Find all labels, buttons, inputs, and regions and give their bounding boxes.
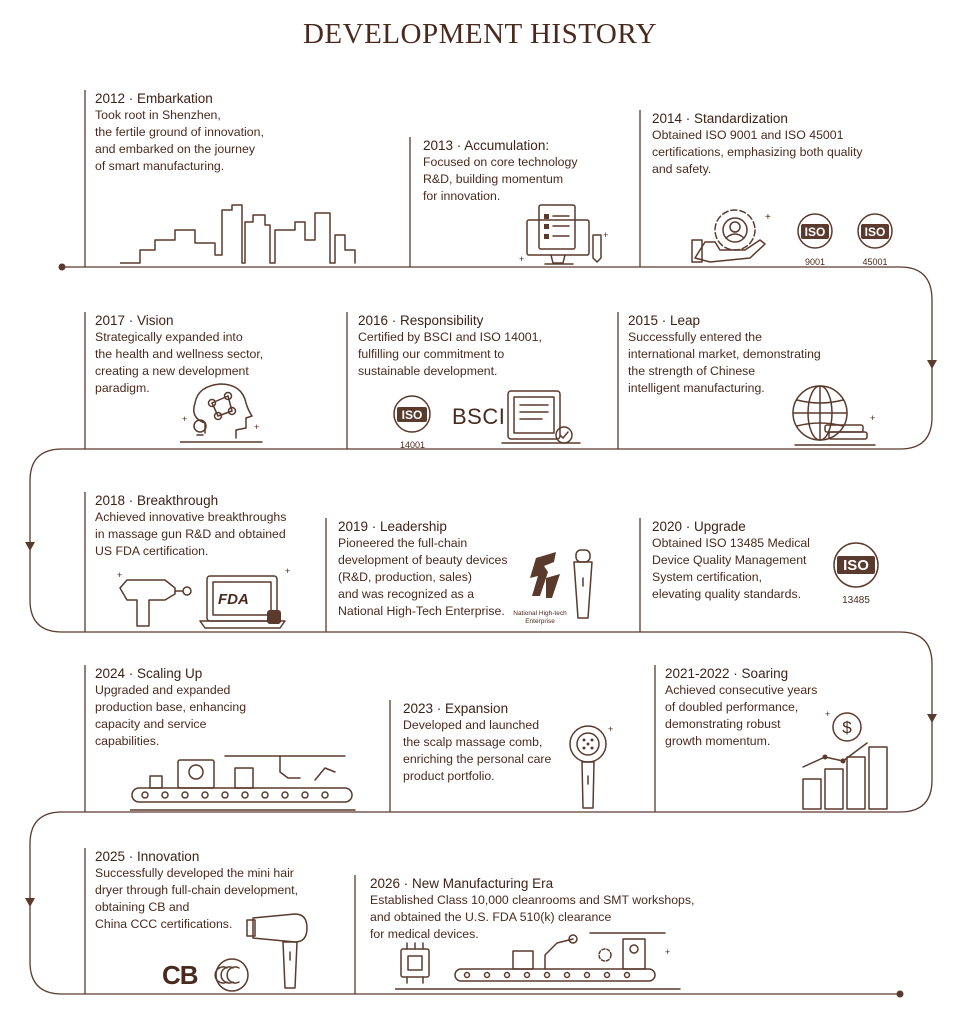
milestone-description: Obtained ISO 9001 and ISO 45001 certifications, emphasizing both quality and safety.: [652, 128, 863, 176]
milestone-title: 2014 · Standardization: [652, 111, 788, 126]
milestone-title: 2021-2022 · Soaring: [665, 666, 789, 681]
globe-books-icon: [785, 383, 885, 448]
checklist-monitor-icon: [515, 200, 615, 270]
factory-line-icon: [130, 750, 360, 812]
milestone-title: 2018 · Breakthrough: [95, 493, 219, 508]
milestone-description: Obtained ISO 13485 Medical Device Quality Management System certification, elevating quality standards.: [652, 536, 810, 601]
milestone-description: Achieved consecutive years of doubled performance, demonstrating robust growth momentum.: [665, 683, 818, 748]
svg-text:+: +: [825, 709, 831, 719]
massage-gun-fda-icon: [115, 568, 295, 632]
brain-network-icon: [180, 378, 270, 446]
svg-text:+: +: [254, 422, 260, 432]
milestone-title: 2024 · Scaling Up: [95, 666, 203, 681]
fda-logo: FDA: [218, 591, 249, 608]
svg-text:ISO: ISO: [843, 557, 869, 574]
milestone-title: 2025 · Innovation: [95, 849, 200, 864]
milestone-2012: [95, 90, 395, 175]
certificate-icon: [500, 383, 585, 448]
page-title: DEVELOPMENT HISTORY: [302, 18, 658, 50]
svg-text:+: +: [765, 212, 771, 223]
milestone-2024: [95, 665, 395, 750]
milestone-title: 2013 · Accumulation:: [423, 138, 550, 153]
milestone-2014: [652, 110, 952, 178]
milestone-description: Focused on core technology R&D, building momentum for innovation.: [423, 155, 578, 203]
svg-text:ISO: ISO: [401, 408, 423, 422]
iso-badge-number: 45001: [862, 257, 888, 267]
svg-text:+: +: [285, 568, 291, 576]
milestone-description: Certified by BSCI and ISO 14001, fulfilling our commitment to sustainable development.: [358, 330, 542, 378]
ccc-logo-icon: [214, 957, 250, 993]
milestone-description: Took root in Shenzhen, the fertile ground of innovation, and embarked on the journey of smart manufacturing.: [95, 108, 264, 173]
milestone-title: 2017 · Vision: [95, 313, 174, 328]
milestone-description: Successfully entered the international market, demonstrating the strength of Chinese intelligent manufacturing.: [628, 330, 821, 395]
svg-text:$: $: [842, 718, 852, 737]
milestone-title: 2012 · Embarkation: [95, 91, 213, 106]
milestone-title: 2019 · Leadership: [338, 519, 447, 534]
milestone-2016: [358, 312, 658, 380]
svg-text:+: +: [117, 570, 123, 580]
milestone-2023: [403, 700, 703, 785]
growth-chart-icon: [795, 705, 895, 813]
bsci-logo: BSCI: [452, 404, 506, 429]
milestone-description: Upgraded and expanded production base, enhancing capacity and service capabilities.: [95, 683, 247, 748]
svg-text:+: +: [519, 254, 525, 264]
iso-badge-number: 14001: [399, 440, 426, 450]
iso-14001-badge: [385, 393, 440, 448]
cb-logo: CB: [162, 960, 198, 990]
iso-9001-badge: [790, 210, 840, 268]
milestone-description: Pioneered the full-chain development of beauty devices (R&D, production, sales) and was recognized as a National High-Tech Enterprise.: [338, 536, 508, 618]
iso-badge-number: 13485: [842, 595, 870, 606]
milestone-title: 2015 · Leap: [628, 313, 701, 328]
iso-badge-number: 9001: [804, 257, 826, 267]
svg-text:+: +: [608, 724, 614, 734]
iso-45001-badge: [850, 210, 900, 268]
svg-text:ISO: ISO: [804, 225, 826, 239]
svg-text:+: +: [603, 230, 609, 240]
milestone-description: Established Class 10,000 cleanrooms and SMT workshops, and obtained the U.S. FDA 510(k) clearance for medical devices.: [370, 893, 695, 941]
hair-dryer-icon: [245, 910, 325, 992]
milestone-title: 2016 · Responsibility: [358, 313, 484, 328]
milestone-description: Achieved innovative breakthroughs in massage gun R&D and obtained US FDA certification.: [95, 510, 287, 558]
milestone-title: 2020 · Upgrade: [652, 519, 746, 534]
milestone-2020: [652, 518, 952, 603]
svg-text:+: +: [665, 947, 671, 957]
milestone-description: Developed and launched the scalp massage comb, enriching the personal care product portfolio.: [403, 718, 552, 783]
svg-text:+: +: [870, 413, 876, 423]
iso-13485-badge: [825, 540, 887, 604]
milestone-description: Successfully developed the mini hair dryer through full-chain development, obtaining CB and China CCC certifications.: [95, 866, 299, 931]
massage-comb-icon: [560, 722, 620, 814]
milestone-title: 2023 · Expansion: [403, 701, 509, 716]
svg-text:ISO: ISO: [864, 225, 886, 239]
high-tech-caption: National High-tech Enterprise: [513, 610, 567, 625]
smt-workshop-icon: [395, 925, 685, 993]
milestone-title: 2026 · New Manufacturing Era: [370, 876, 554, 891]
svg-text:+: +: [182, 414, 188, 424]
city-skyline-icon: [120, 200, 365, 270]
milestone-description: Strategically expanded into the health and wellness sector, creating a new development paradigm.: [95, 330, 264, 395]
